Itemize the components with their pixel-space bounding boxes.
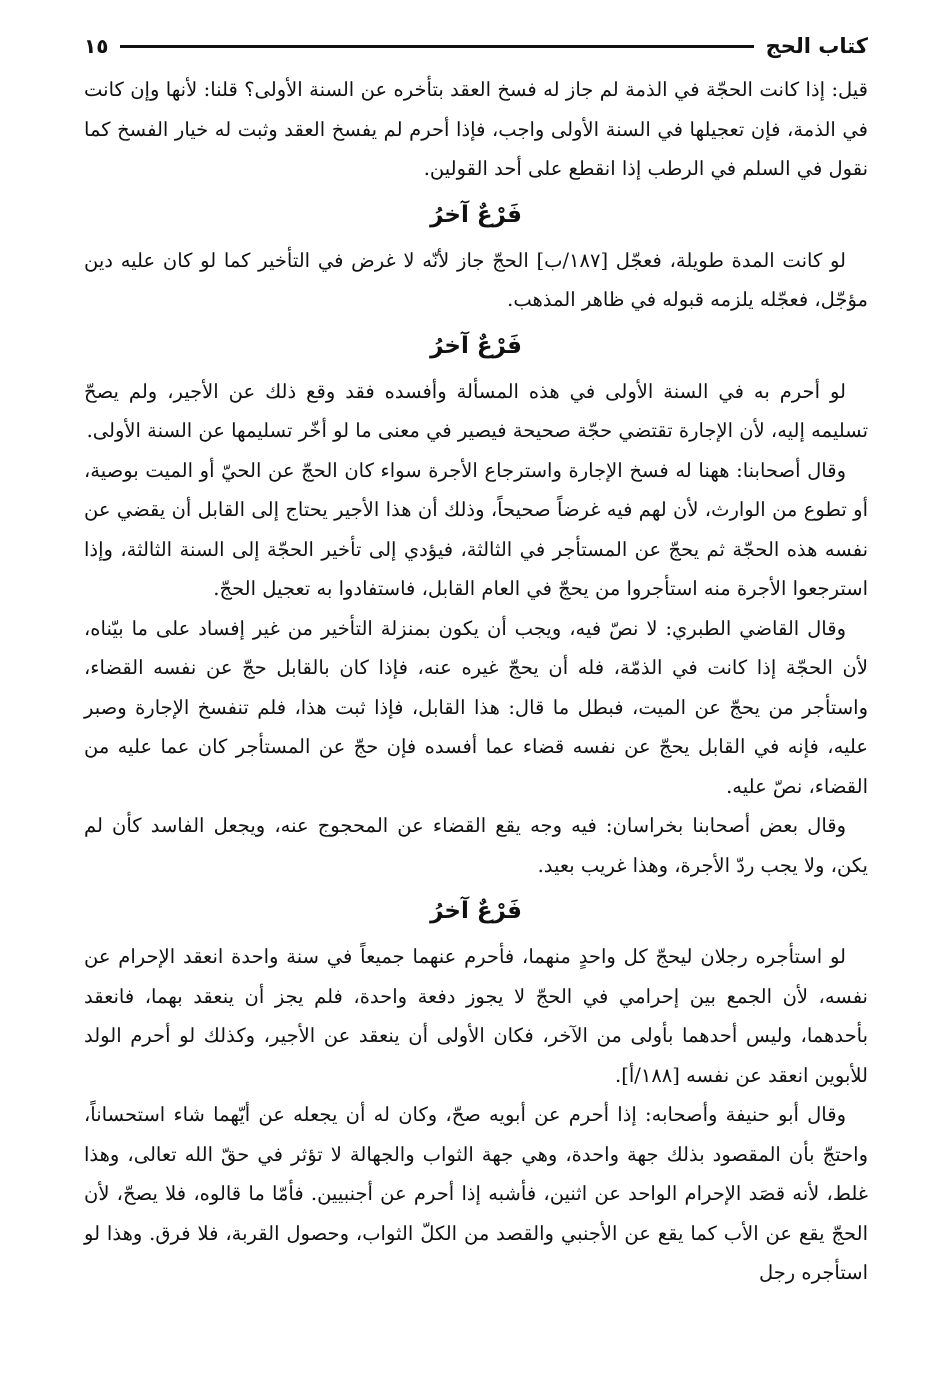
paragraph: قيل: إذا كانت الحجّة في الذمة لم جاز له فسخ العقد بتأخره عن السنة الأولى؟ قلنا: لأنها وإن كانت في الذمة، فإن تعجيلها في السنة الأولى واجب، فإذا أحرم لم يفسخ العقد وثبت له خيار الفسخ كما نقول في السلم في الرطب إذا انقطع على أحد القولين. <box>84 78 868 180</box>
paragraph: وقال أبو حنيفة وأصحابه: إذا أحرم عن أبويه صحّ، وكان له أن يجعله عن أيّهما شاء استحساناً، واحتجّ بأن المقصود بذلك جهة واحدة، وهي جهة الثواب والجهالة لا تؤثر في حقّ الله تعالى، وهذا غلط، لأنه قصَد الإحرام الواحد عن اثنين، فأشبه إذا أحرم عن أجنبيين. فأمّا ما قالوه، فلا يصحّ، لأن الحجّ يقع عن الأب كما يقع عن الأجنبي والقصد من الكلّ الثواب، وحصول القربة، فلا فرق. وهذا لو استأجره رجل <box>84 1103 868 1284</box>
paragraph: وقال بعض أصحابنا بخراسان: فيه وجه يقع القضاء عن المحجوج عنه، ويجعل الفاسد كأن لم يكن، ولا يجب ردّ الأجرة، وهذا غريب بعيد. <box>84 814 868 877</box>
section-heading: فَرْعٌ آخرُ <box>430 898 522 924</box>
page-number: ١٥ <box>84 34 109 58</box>
chapter-title: كتاب الحج <box>765 34 868 58</box>
paragraph: لو أحرم به في السنة الأولى في هذه المسألة وأفسده فقد وقع ذلك عن الأجير، ولم يصحّ تسليمه إليه، لأن الإجارة تقتضي حجّة صحيحة فيصير في معنى ما لو أخّر تسليمها عن السنة الأولى. <box>84 379 868 442</box>
running-header <box>84 26 868 66</box>
paragraph: لو استأجره رجلان ليحجّ كل واحدٍ منهما، فأحرم عنهما جميعاً في سنة واحدة انعقد الإحرام عن نفسه، لأن الجمع بين إحرامي في الحجّ لا يجوز دفعة واحدة، فلم يجز أن ينعقد بهما، فانعقد بأحدهما، وليس أحدهما بأولى من الآخر، فكان الأولى أن ينعقد عن الأجير، وكذلك لو أحرم الولد للأبوين انعقد عن نفسه [١٨٨/أ]. <box>84 945 868 1087</box>
header-rule <box>120 45 753 48</box>
paragraph: لو كانت المدة طويلة، فعجّل [١٨٧/ب] الحجّ جاز لأنّه لا غرض في التأخير كما لو كان عليه دين مؤجّل، فعجّله يلزمه قبوله في ظاهر المذهب. <box>84 248 868 311</box>
paragraph: وقال القاضي الطبري: لا نصّ فيه، ويجب أن يكون بمنزلة التأخير من غير إفساد على ما بيّناه، لأن الحجّة إذا كانت في الذمّة، فله أن يحجّ غيره عنه، فإذا كان بالقابل حجّ عن نفسه القضاء، واستأجر من يحجّ عن الميت، فبطل ما قال: هذا القابل، فإذا ثبت هذا، فلم تنفسخ الإجارة وصبر عليه، فإنه في القابل يحجّ عن نفسه قضاء عما أفسده فإن حجّ عن المستأجر كان عما عليه من القضاء، نصّ عليه. <box>84 616 868 798</box>
paragraph: وقال أصحابنا: ههنا له فسخ الإجارة واسترجاع الأجرة سواء كان الحجّ عن الحيّ أو الميت بوصية، أو تطوع من الوارث، لأن لهم فيه غرضاً صحيحاً، وذلك أن هذا الأجير يحتاج إلى القابل أن يقضي عن نفسه هذه الحجّة ثم يحجّ عن المستأجر في الثالثة، فيؤدي إلى تأخير الحجّة إلى السنة الثالثة، وإذا استرجعوا الأجرة منه استأجروا من يحجّ في العام القابل، فاستفادوا به تعجيل الحجّ. <box>84 458 868 600</box>
section-heading: فَرْعٌ آخرُ <box>430 201 522 228</box>
body-text <box>84 70 868 1293</box>
section-heading: فَرْعٌ آخرُ <box>430 332 522 359</box>
